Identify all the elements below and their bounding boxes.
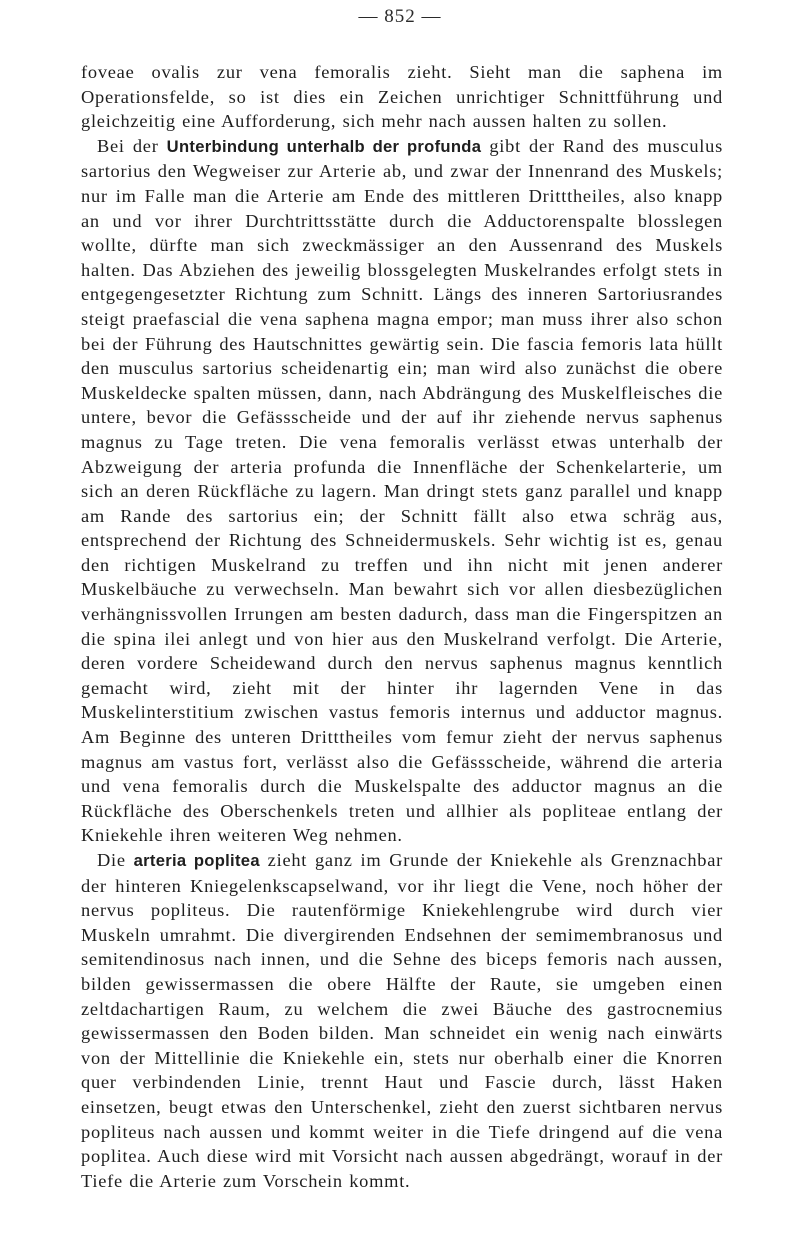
paragraph-text: Die xyxy=(97,850,134,870)
paragraph xyxy=(81,60,723,134)
paragraph xyxy=(81,134,723,848)
paragraph-text: zieht ganz im Grunde der Kniekehle als Grenznachbar der hinteren Kniegelenkscapselwand, vor ihr liegt die Vene, noch höher der nervus popliteus. Die rautenförmige Kniekehlengrube wird durch vier Muskeln umrahmt. Die divergirenden Endsehnen der semimembranosus und semitendinosus nach innen, und die Sehne des biceps femoris nach aussen, bilden gewissermassen die obere Hälfte der Raute, sie umgeben einen zeltdachartigen Raum, zu welchem die zwei Bäuche des gastrocnemius gewissermassen den Boden bilden. Man schneidet ein wenig nach einwärts von der Mittellinie die Kniekehle ein, stets nur oberhalb einer die Knorren quer verbindenden Linie, trennt Haut und Fascie durch, lässt Haken einsetzen, beugt etwas den Unterschenkel, zieht den zuerst sichtbaren nervus popliteus nach aussen und kommt weiter in die Tiefe dringend auf die vena poplitea. Auch diese wird mit Vorsicht nach aussen abgedrängt, worauf in der Tiefe die Arterie zum Vorschein kommt. xyxy=(81,850,723,1191)
page-content xyxy=(81,60,723,1193)
page-number: — 852 — xyxy=(358,6,442,27)
paragraph xyxy=(81,848,723,1193)
paragraph-text: Bei der xyxy=(97,135,167,156)
paragraph-text: foveae ovalis zur vena femoralis zieht. Sieht man die saphena im Operationsfelde, so ist dies ein Zeichen unrichtiger Schnittführung und gleichzeitig eine Aufforderung, sich mehr nach aussen halten zu sollen. xyxy=(81,62,723,132)
paragraph-text: gibt der Rand des musculus sartorius den Wegweiser zur Arterie ab, und zwar der Innenrand des Muskels; nur im Falle man die Arterie am Ende des mittleren Dritttheiles, also knapp an und vor ihrer Durchtrittsstätte durch die Adductorenspalte blosslegen wollte, dürfte man sich zweckmässiger an den Aussenrand des Muskels halten. Das Abziehen des jeweilig blossgelegten Muskelrandes erfolgt stets in entgegengesetzter Richtung zum Schnitt. Längs des inneren Sartoriusrandes steigt praefascial die vena saphena magna empor; man muss ihrer also schon bei der Führung des Hautschnittes gewärtig sein. Die fascia femoris lata hüllt den musculus sartorius scheidenartig ein; man wird also zunächst die obere Muskeldecke spalten müssen, dann, nach Abdrängung des Muskelfleisches die untere, bevor die Gefässscheide und der auf ihr ziehende nervus saphenus magnus zu Tage treten. Die vena femoralis verlässt etwas unterhalb der Abzweigung der arteria profunda die Innenfläche der Schenkelarterie, um sich an deren Rückfläche zu lagern. Man dringt stets ganz parallel und knapp am Rande des sartorius ein; der Schnitt fällt also etwa schräg aus, entsprechend der Richtung des Schneidermuskels. Sehr wichtig ist es, genau den richtigen Muskelrand zu treffen und ihn nicht mit jenen anderer Muskelbäuche zu verwechseln. Man bewahrt sich vor allen diesbezüglichen verhängnissvollen Irrungen am besten dadurch, dass man die Fingerspitzen an die spina ilei anlegt und von hier aus den Muskelrand verfolgt. Die Arterie, deren vordere Scheidewand durch den nervus saphenus magnus kenntlich gemacht wird, zieht mit der hinter ihr lagernden Vene in das Muskelinterstitium zwischen vastus femoris internus und adductor magnus. Am Beginne des unteren Dritttheiles vom femur zieht der nervus saphenus magnus am vastus fort, verlässt also die Gefässscheide, während die arteria und vena femoralis durch die Muskelspalte des adductor magnus an die Rückfläche des Oberschenkels treten und allhier als popliteae entlang der Kniekehle ihren weiteren Weg nehmen. xyxy=(81,135,724,846)
section-heading-inline: Unterbindung unterhalb der profunda xyxy=(166,136,482,156)
section-heading-inline: arteria poplitea xyxy=(133,851,260,870)
body-text xyxy=(81,60,723,1193)
